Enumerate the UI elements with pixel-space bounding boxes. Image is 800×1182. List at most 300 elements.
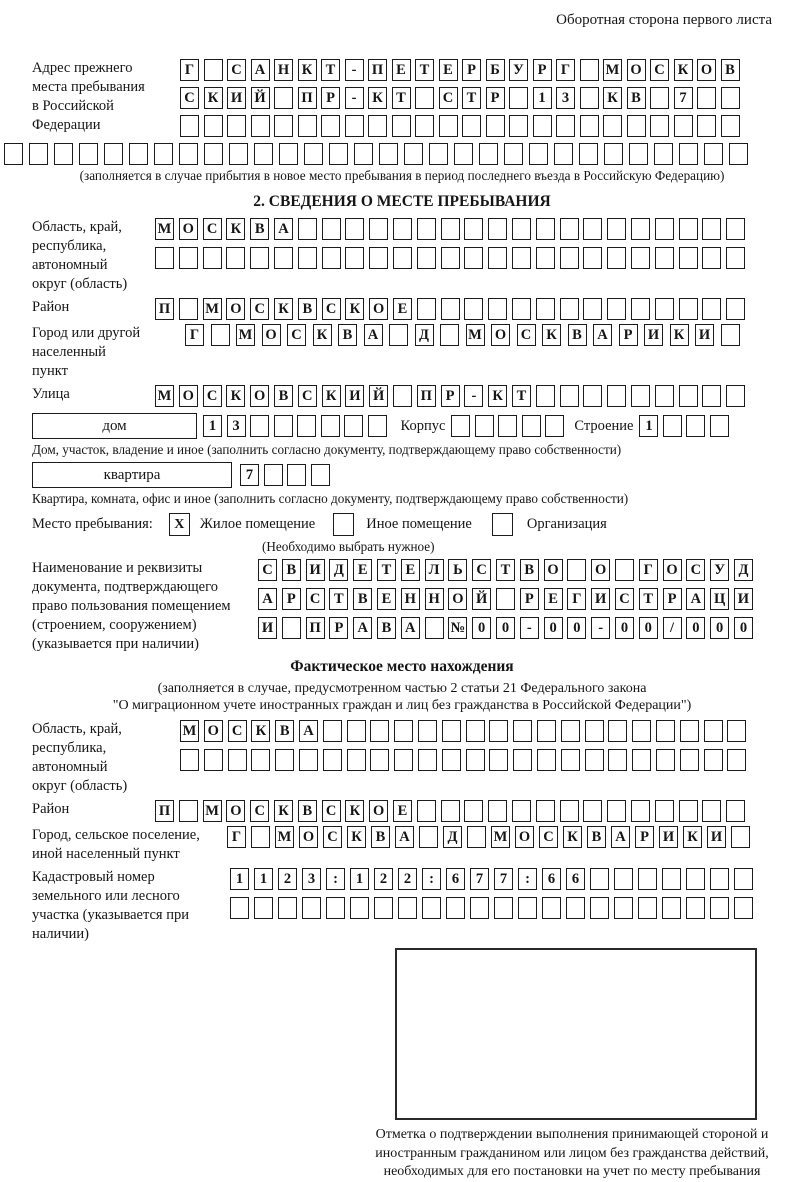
char-cell: Д	[443, 826, 462, 848]
char-cell: У	[710, 559, 729, 581]
char-cell	[656, 749, 675, 771]
char-cell	[560, 385, 579, 407]
actual-city-label: Город, сельское поселение, иной населенный пункт	[32, 827, 200, 862]
char-cell	[686, 415, 705, 437]
char-cell: Р	[533, 59, 552, 81]
char-cell	[655, 800, 674, 822]
char-cell	[627, 115, 646, 137]
char-cell	[204, 115, 223, 137]
char-cell: О	[448, 588, 467, 610]
char-cell	[211, 324, 230, 346]
char-cell	[655, 298, 674, 320]
char-cell	[345, 247, 364, 269]
char-cell	[580, 59, 599, 81]
char-cell	[604, 143, 623, 165]
char-cell: 6	[446, 868, 465, 890]
char-cell: О	[663, 559, 682, 581]
char-cell: П	[155, 298, 174, 320]
char-cell: /	[663, 617, 682, 639]
char-cell	[607, 800, 626, 822]
char-cell	[726, 218, 745, 240]
stroenie-label: Строение	[574, 418, 634, 434]
char-cell: С	[517, 324, 536, 346]
char-cell: В	[377, 617, 396, 639]
char-cell: Т	[462, 87, 481, 109]
char-cell: С	[287, 324, 306, 346]
char-cell	[204, 749, 223, 771]
char-cell: С	[203, 218, 222, 240]
actual-region-row-1	[180, 720, 746, 742]
section2-title: 2. СВЕДЕНИЯ О МЕСТЕ ПРЕБЫВАНИЯ	[253, 193, 551, 210]
char-cell	[710, 868, 729, 890]
char-cell	[607, 385, 626, 407]
char-cell: 2	[398, 868, 417, 890]
char-cell	[298, 247, 317, 269]
char-cell: О	[226, 298, 245, 320]
char-cell	[679, 298, 698, 320]
char-cell	[441, 298, 460, 320]
char-cell	[536, 247, 555, 269]
char-cell	[442, 720, 461, 742]
char-cell	[680, 749, 699, 771]
char-cell: К	[226, 218, 245, 240]
char-cell: В	[298, 298, 317, 320]
char-cell	[560, 218, 579, 240]
char-cell: Е	[401, 559, 420, 581]
char-cell	[556, 115, 575, 137]
char-cell	[417, 218, 436, 240]
char-cell	[509, 115, 528, 137]
char-cell	[4, 143, 23, 165]
stay-type-block	[32, 513, 772, 536]
char-cell	[537, 749, 556, 771]
char-cell	[512, 800, 531, 822]
apartment-block	[32, 462, 772, 488]
char-cell: О	[369, 800, 388, 822]
char-cell	[536, 385, 555, 407]
char-cell	[464, 800, 483, 822]
char-cell	[464, 298, 483, 320]
actual-city-row	[227, 826, 750, 848]
char-cell	[504, 143, 523, 165]
char-cell	[721, 115, 740, 137]
char-cell	[417, 800, 436, 822]
cadastral-cells	[230, 868, 753, 919]
char-cell: У	[509, 59, 528, 81]
char-cell: К	[204, 87, 223, 109]
char-cell: Г	[567, 588, 586, 610]
char-cell	[662, 868, 681, 890]
char-cell	[254, 143, 273, 165]
char-cell	[230, 897, 249, 919]
char-cell: И	[306, 559, 325, 581]
char-cell: Ц	[710, 588, 729, 610]
char-cell: 0	[472, 617, 491, 639]
char-cell: Е	[544, 588, 563, 610]
char-cell	[721, 87, 740, 109]
char-cell: Д	[415, 324, 434, 346]
char-cell	[321, 415, 340, 437]
stay-type-checkbox-residential: X	[169, 513, 190, 536]
char-cell	[632, 720, 651, 742]
char-cell: А	[593, 324, 612, 346]
char-cell	[466, 749, 485, 771]
char-cell	[561, 749, 580, 771]
prev-address-row-2	[180, 87, 740, 109]
char-cell	[614, 868, 633, 890]
korpus-label: Корпус	[400, 418, 446, 434]
char-cell	[631, 218, 650, 240]
char-cell	[679, 143, 698, 165]
char-cell	[734, 868, 753, 890]
char-cell: К	[368, 87, 387, 109]
char-cell: А	[401, 617, 420, 639]
char-cell	[614, 897, 633, 919]
char-cell	[155, 247, 174, 269]
char-cell	[418, 749, 437, 771]
house-note: Дом, участок, владение и иное (заполнить согласно документу, подтверждающему право собственности)	[32, 442, 622, 457]
char-cell	[631, 385, 650, 407]
char-cell: 6	[542, 868, 561, 890]
document-block	[32, 559, 772, 654]
char-cell: М	[155, 385, 174, 407]
char-cell	[439, 115, 458, 137]
char-cell	[440, 324, 459, 346]
document-row-2	[258, 588, 753, 610]
char-cell	[204, 143, 223, 165]
char-cell	[297, 415, 316, 437]
char-cell	[302, 897, 321, 919]
document-label: Наименование и реквизиты документа, подтверждающего право пользования помещением (строением, сооружением) (указывается при наличии)	[32, 560, 231, 652]
char-cell: С	[298, 385, 317, 407]
actual-city-block	[32, 826, 772, 864]
char-cell	[512, 247, 531, 269]
char-cell: 1	[254, 868, 273, 890]
char-cell: А	[611, 826, 630, 848]
char-cell: П	[368, 59, 387, 81]
char-cell	[369, 247, 388, 269]
char-cell	[251, 749, 270, 771]
street-block	[32, 385, 772, 407]
char-cell: 2	[278, 868, 297, 890]
stay-type-option-residential: Жилое помещение	[199, 516, 316, 532]
prev-address-row-3	[180, 115, 740, 137]
char-cell	[422, 897, 441, 919]
char-cell	[415, 87, 434, 109]
char-cell: М	[203, 298, 222, 320]
char-cell: О	[627, 59, 646, 81]
char-cell: Т	[415, 59, 434, 81]
district-row	[155, 298, 745, 320]
char-cell	[702, 298, 721, 320]
char-cell	[583, 247, 602, 269]
char-cell: В	[274, 385, 293, 407]
char-cell	[686, 897, 705, 919]
char-cell	[533, 115, 552, 137]
char-cell: Д	[734, 559, 753, 581]
char-cell: 3	[556, 87, 575, 109]
char-cell	[631, 247, 650, 269]
char-cell: М	[466, 324, 485, 346]
actual-region-label: Область, край, республика, автономный округ (область)	[32, 721, 128, 794]
char-cell	[322, 247, 341, 269]
char-cell	[369, 218, 388, 240]
char-cell: №	[448, 617, 467, 639]
char-cell	[347, 749, 366, 771]
char-cell	[727, 720, 746, 742]
stay-type-checkbox-other-premises	[333, 513, 354, 536]
char-cell	[650, 115, 669, 137]
char-cell	[389, 324, 408, 346]
char-cell: С	[227, 59, 246, 81]
char-cell	[513, 749, 532, 771]
char-cell	[631, 800, 650, 822]
stroenie-row	[639, 415, 729, 437]
char-cell	[415, 115, 434, 137]
char-cell	[638, 897, 657, 919]
char-cell	[226, 247, 245, 269]
district-block	[32, 298, 772, 320]
char-cell	[417, 247, 436, 269]
actual-region-block	[32, 720, 772, 796]
char-cell	[304, 143, 323, 165]
char-cell	[512, 298, 531, 320]
region-label: Область, край, республика, автономный округ (область)	[32, 219, 128, 292]
char-cell	[104, 143, 123, 165]
char-cell	[441, 218, 460, 240]
char-cell: Й	[369, 385, 388, 407]
char-cell	[398, 897, 417, 919]
char-cell	[679, 385, 698, 407]
char-cell	[567, 559, 586, 581]
char-cell: О	[491, 324, 510, 346]
char-cell	[479, 143, 498, 165]
char-cell: О	[515, 826, 534, 848]
char-cell	[679, 800, 698, 822]
char-cell	[329, 143, 348, 165]
char-cell	[54, 143, 73, 165]
char-cell	[656, 720, 675, 742]
char-cell: 1	[639, 415, 658, 437]
char-cell	[393, 218, 412, 240]
char-cell	[488, 247, 507, 269]
char-cell: А	[364, 324, 383, 346]
char-cell: 7	[674, 87, 693, 109]
cadastral-row-1	[230, 868, 753, 890]
actual-location-title: Фактическое место нахождения	[290, 658, 514, 675]
char-cell	[710, 897, 729, 919]
char-cell	[632, 749, 651, 771]
char-cell	[536, 800, 555, 822]
house-number-row	[203, 415, 387, 437]
char-cell: 1	[203, 415, 222, 437]
char-cell	[254, 897, 273, 919]
char-cell	[394, 749, 413, 771]
actual-region-row-2	[180, 749, 746, 771]
char-cell	[179, 800, 198, 822]
char-cell: -	[464, 385, 483, 407]
char-cell	[607, 218, 626, 240]
char-cell: 0	[734, 617, 753, 639]
char-cell: 7	[470, 868, 489, 890]
char-cell	[631, 298, 650, 320]
char-cell	[734, 897, 753, 919]
city-label: Город или другой населенный пункт	[32, 325, 141, 379]
char-cell	[726, 247, 745, 269]
char-cell: 0	[615, 617, 634, 639]
char-cell: О	[179, 385, 198, 407]
char-cell	[419, 826, 438, 848]
char-cell	[607, 298, 626, 320]
char-cell	[404, 143, 423, 165]
document-row-3	[258, 617, 753, 639]
char-cell	[654, 143, 673, 165]
char-cell: О	[591, 559, 610, 581]
prev-address-label: Адрес прежнего места пребывания в Российской Федерации	[32, 60, 145, 133]
char-cell: Г	[556, 59, 575, 81]
char-cell: П	[306, 617, 325, 639]
char-cell	[299, 749, 318, 771]
district-label: Район	[32, 299, 70, 315]
char-cell	[274, 415, 293, 437]
char-cell	[298, 115, 317, 137]
char-cell: В	[275, 720, 294, 742]
char-cell	[566, 897, 585, 919]
char-cell	[368, 415, 387, 437]
char-cell	[278, 897, 297, 919]
char-cell: О	[179, 218, 198, 240]
char-cell: С	[250, 298, 269, 320]
char-cell: С	[539, 826, 558, 848]
char-cell: -	[520, 617, 539, 639]
char-cell: :	[518, 868, 537, 890]
char-cell	[727, 749, 746, 771]
char-cell	[655, 218, 674, 240]
char-cell: Е	[353, 559, 372, 581]
char-cell	[347, 720, 366, 742]
char-cell	[227, 115, 246, 137]
char-cell	[350, 897, 369, 919]
char-cell: В	[520, 559, 539, 581]
char-cell: Т	[321, 59, 340, 81]
char-cell	[608, 749, 627, 771]
char-cell: С	[322, 800, 341, 822]
char-cell	[321, 115, 340, 137]
char-cell: А	[299, 720, 318, 742]
char-cell	[702, 247, 721, 269]
header-note: Оборотная сторона первого листа	[556, 12, 772, 28]
char-cell: К	[347, 826, 366, 848]
char-cell	[509, 87, 528, 109]
char-cell: К	[488, 385, 507, 407]
char-cell	[180, 749, 199, 771]
char-cell: Р	[635, 826, 654, 848]
stay-type-hint: (Необходимо выбрать нужное)	[262, 539, 435, 554]
char-cell: С	[258, 559, 277, 581]
char-cell: Г	[227, 826, 246, 848]
char-cell: Е	[377, 588, 396, 610]
char-cell: М	[236, 324, 255, 346]
char-cell: Р	[321, 87, 340, 109]
char-cell	[726, 385, 745, 407]
char-cell	[542, 897, 561, 919]
house-box: дом	[32, 413, 197, 439]
char-cell	[615, 559, 634, 581]
char-cell: 6	[566, 868, 585, 890]
char-cell	[29, 143, 48, 165]
char-cell	[179, 298, 198, 320]
prev-address-cells	[180, 59, 740, 137]
stay-type-checkbox-organization	[492, 513, 513, 536]
region-block	[32, 218, 772, 294]
char-cell: Р	[619, 324, 638, 346]
char-cell	[655, 385, 674, 407]
char-cell: Т	[512, 385, 531, 407]
city-row	[185, 324, 740, 346]
char-cell: М	[491, 826, 510, 848]
char-cell: Н	[425, 588, 444, 610]
char-cell	[488, 800, 507, 822]
actual-location-note-2: "О миграционном учете иностранных граждан и лиц без гражданства в Российской Федерации")	[112, 698, 692, 713]
char-cell	[393, 247, 412, 269]
char-cell: С	[615, 588, 634, 610]
char-cell	[250, 415, 269, 437]
actual-region-cells	[180, 720, 746, 771]
char-cell	[392, 115, 411, 137]
char-cell	[486, 115, 505, 137]
char-cell	[536, 218, 555, 240]
char-cell: Г	[185, 324, 204, 346]
char-cell	[454, 143, 473, 165]
char-cell	[464, 218, 483, 240]
char-cell	[180, 115, 199, 137]
char-cell	[345, 115, 364, 137]
char-cell	[489, 720, 508, 742]
char-cell: И	[707, 826, 726, 848]
char-cell: Р	[486, 87, 505, 109]
char-cell: И	[734, 588, 753, 610]
char-cell	[466, 720, 485, 742]
char-cell	[629, 143, 648, 165]
char-cell: Е	[439, 59, 458, 81]
char-cell	[710, 415, 729, 437]
char-cell	[603, 115, 622, 137]
char-cell: 1	[350, 868, 369, 890]
char-cell: А	[258, 588, 277, 610]
char-cell	[608, 720, 627, 742]
char-cell: 3	[227, 415, 246, 437]
char-cell: В	[250, 218, 269, 240]
house-block	[32, 413, 772, 439]
char-cell: 1	[533, 87, 552, 109]
cadastral-label: Кадастровый номер земельного или лесного участка (указывается при наличии)	[32, 869, 189, 942]
char-cell	[418, 720, 437, 742]
stay-type-option-other-premises: Иное помещение	[366, 516, 472, 532]
char-cell: С	[228, 720, 247, 742]
char-cell: К	[542, 324, 561, 346]
char-cell: 0	[639, 617, 658, 639]
char-cell	[441, 800, 460, 822]
char-cell	[513, 720, 532, 742]
char-cell: И	[695, 324, 714, 346]
document-row-1	[258, 559, 753, 581]
region-cells	[155, 218, 745, 269]
char-cell: Ь	[448, 559, 467, 581]
char-cell	[663, 415, 682, 437]
char-cell: А	[686, 588, 705, 610]
char-cell	[429, 143, 448, 165]
actual-district-block	[32, 800, 772, 822]
